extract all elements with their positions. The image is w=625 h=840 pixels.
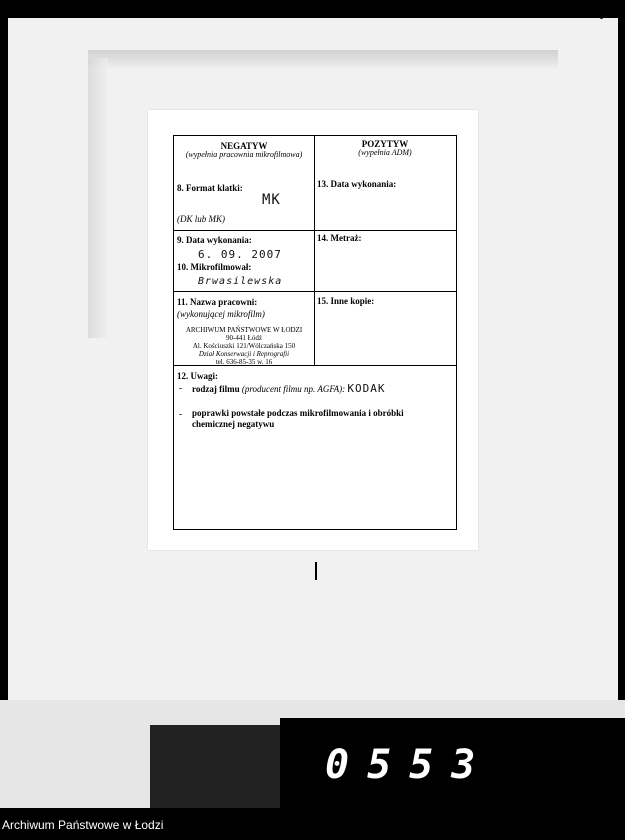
film-speck <box>600 16 603 19</box>
film-shadow-top <box>88 50 558 68</box>
form-table <box>173 135 457 530</box>
field-8-hint: (DK lub MK) <box>177 214 225 224</box>
footer-text: Archiwum Państwowe w Łodzi <box>2 818 164 832</box>
field-14-label: 14. Metraż: <box>317 233 362 243</box>
microfilm-form-sheet <box>148 110 478 550</box>
film-shadow-left <box>88 58 108 338</box>
bullet: - <box>179 383 182 393</box>
field-11-label: 11. Nazwa pracowni: <box>177 297 258 307</box>
field-8-value: MK <box>262 192 281 208</box>
stamp-line: ARCHIWUM PAŃSTWOWE W ŁODZI <box>185 326 303 334</box>
film-type-value: KODAK <box>347 382 386 395</box>
pozytyw-header <box>314 139 456 157</box>
field-9-label: 9. Data wykonania: <box>177 235 252 245</box>
field-10-value: Brwasilewska <box>198 276 283 287</box>
stamp-line: Dział Konserwacji i Reprografii <box>198 350 290 358</box>
pozytyw-title: POZYTYW <box>361 139 409 149</box>
row-divider <box>174 291 456 292</box>
row-divider <box>174 230 456 231</box>
uwagi-item-corrections: poprawki powstałe podczas mikrofilmowania i obróbki chemicznej negatywu <box>192 408 404 429</box>
pozytyw-subtitle: (wypełnia ADM) <box>358 148 412 157</box>
negatyw-subtitle: (wypełnia pracownia mikrofilmowa) <box>185 150 303 159</box>
film-dark-area <box>150 725 290 808</box>
field-13-label: 13. Data wykonania: <box>317 179 397 189</box>
column-divider <box>314 136 315 366</box>
negatyw-title: NEGATYW <box>220 141 268 151</box>
film-scratch <box>315 562 317 580</box>
negatyw-header <box>174 141 314 159</box>
stamp-line: Al. Kościuszki 121/Wólczańska 150 <box>192 342 296 350</box>
frame-number: 0553 <box>325 742 494 788</box>
field-8-label: 8. Format klatki: <box>177 183 243 193</box>
film-type-hint: (producent filmu np. AGFA): <box>241 384 346 394</box>
field-12-label: 12. Uwagi: <box>177 371 218 381</box>
stamp-line: tel. 636-85-35 w. 16 <box>215 358 273 366</box>
field-15-label: 15. Inne kopie: <box>317 296 375 306</box>
film-type-label: rodzaj filmu <box>192 384 240 394</box>
institution-stamp <box>174 326 314 366</box>
uwagi-item-film-type <box>192 382 452 395</box>
archive-footer <box>0 808 625 840</box>
stamp-line: 90-441 Łódź <box>226 334 262 342</box>
field-11-subtitle: (wykonującej mikrofilm) <box>177 309 265 319</box>
field-10-label: 10. Mikrofilmował: <box>177 262 252 272</box>
bullet: - <box>179 409 182 419</box>
field-9-value: 6. 09. 2007 <box>198 248 282 261</box>
